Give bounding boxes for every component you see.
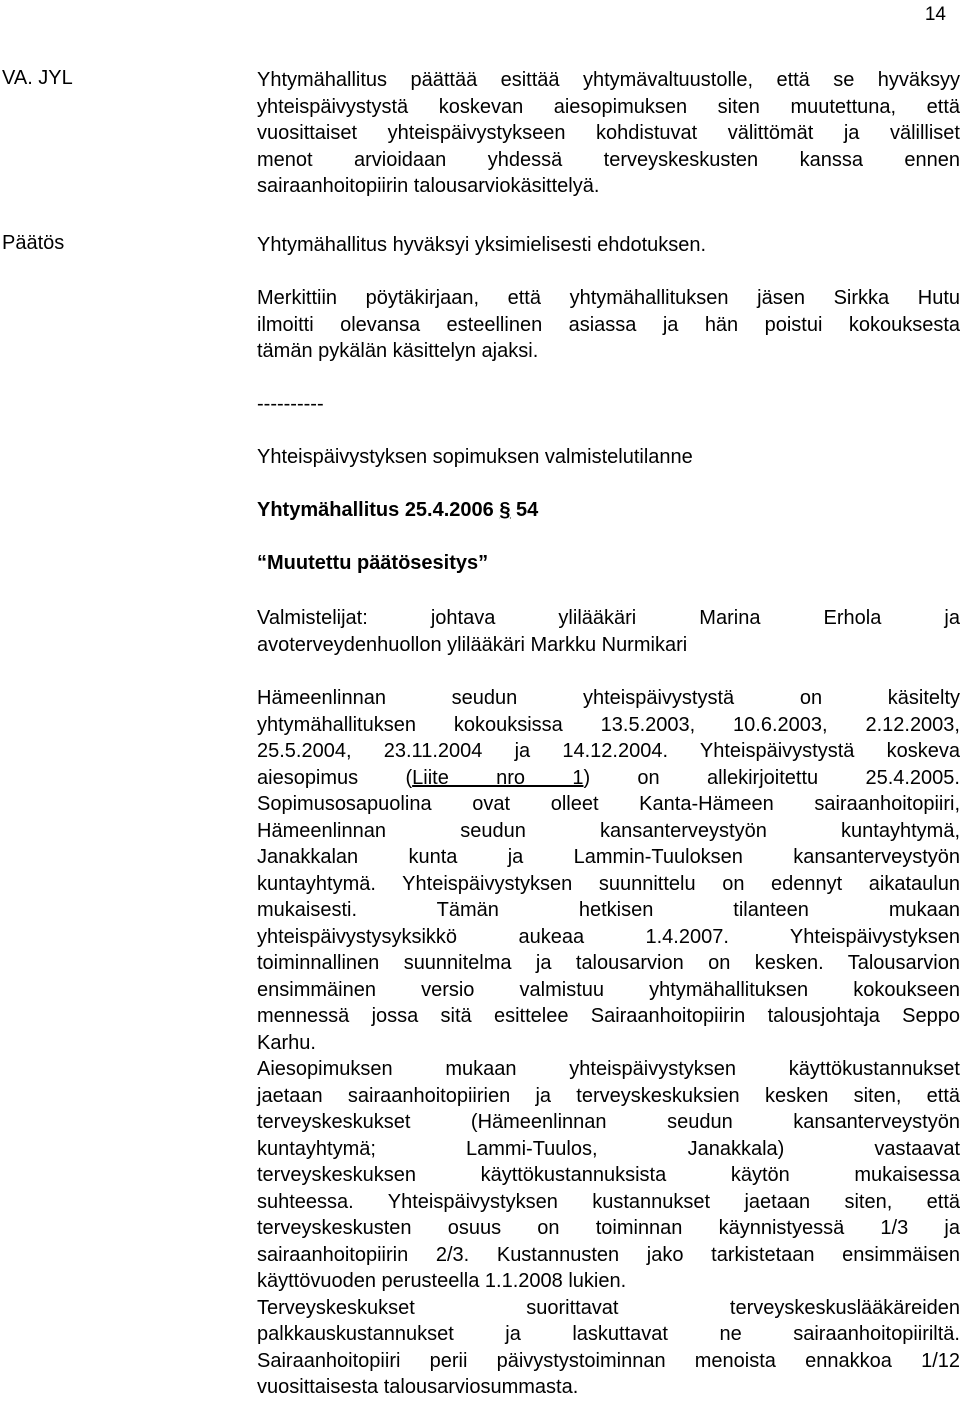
revised-proposal-heading: “Muutettu päätösesitys” <box>257 552 489 574</box>
text-line: tämän pykälän käsittelyn ajaksi. <box>257 340 539 362</box>
text-line: Karhu. <box>257 1031 316 1054</box>
text-line: kuntayhtymä. Yhteispäivystyksen suunnittelu on edennyt aikataulun <box>257 872 960 895</box>
text-line: yhteispäivystystä koskevan aiesopimuksen siten muutettuna, että <box>257 95 960 118</box>
text-line: Valmistelijat: johtava ylilääkäri Marina Erhola ja <box>257 607 960 629</box>
decision-text: Yhtymähallitus hyväksyi yksimielisesti ehdotuksen. <box>257 234 707 256</box>
text-line: yhteispäivystysyksikkö aukeaa 1.4.2007. Yhteispäivystyksen <box>257 925 960 948</box>
text-line: kuntayhtymä; Lammi-Tuulos, Janakkala) vastaavat <box>257 1137 960 1160</box>
text-line: vuosittaiset yhteispäivystykseen kohdistuvat välittömät ja välilliset <box>257 122 960 144</box>
meeting-date: Yhtymähallitus 25.4.2006 <box>257 499 500 521</box>
text-fragment: ) on allekirjoitettu 25.4.2005. <box>583 766 960 789</box>
subject-title: Yhteispäivystyksen sopimuksen valmistelutilanne <box>257 446 693 468</box>
text-line: jaetaan sairaanhoitopiirien ja terveyskeskuksien kesken siten, että <box>257 1084 960 1107</box>
text-line: Hämeenlinnan seudun kansanterveystyön kuntayhtymä, <box>257 819 960 842</box>
attachment-link[interactable]: Liite nro 1 <box>412 766 584 789</box>
label-va-jyl: VA. JYL <box>2 67 73 89</box>
section-sign: § <box>499 499 511 521</box>
text-line: sairaanhoitopiirin 2/3. Kustannusten jako tarkistetaan ensimmäisen <box>257 1243 960 1266</box>
minutes-note-paragraph <box>257 285 960 365</box>
text-line: ensimmäinen versio valmistuu yhtymähallituksen kokoukseen <box>257 978 960 1001</box>
text-line: vuosittaisesta talousarviosummasta. <box>257 1376 579 1398</box>
text-line: palkkauskustannukset ja laskuttavat ne sairaanhoitopiiriltä. <box>257 1323 960 1345</box>
text-line: toiminnallinen suunnitelma ja talousarvion on kesken. Talousarvion <box>257 952 960 974</box>
body-text <box>257 685 960 1401</box>
label-paatos: Päätös <box>2 232 65 254</box>
text-line: mukaisesti. Tämän hetkisen tilanteen mukaan <box>257 899 960 921</box>
text-line: terveyskeskuksen käyttökustannuksista käytön mukaisessa <box>257 1164 960 1186</box>
preparers-paragraph <box>257 605 960 658</box>
text-line: mennessä jossa sitä esittelee Sairaanhoitopiirin talousjohtaja Seppo <box>257 1005 960 1027</box>
text-line: sairaanhoitopiirin talousarviokäsittelyä. <box>257 175 600 197</box>
text-line: avoterveydenhuollon ylilääkäri Markku Nurmikari <box>257 633 688 656</box>
proposal-paragraph <box>257 67 960 200</box>
text-line: 25.5.2004, 23.11.2004 ja 14.12.2004. Yhteispäivystystä koskeva <box>257 740 960 762</box>
text-line: Sopimusosapuolina ovat olleet Kanta-Hämeen sairaanhoitopiiri, <box>257 793 960 815</box>
text-line: yhtymähallituksen kokouksissa 13.5.2003, 10.6.2003, 2.12.2003, <box>257 713 960 736</box>
text-line: Aiesopimuksen mukaan yhteispäivystyksen käyttökustannukset <box>257 1058 960 1080</box>
text-line: menot arvioidaan yhdessä terveyskeskusten kanssa ennen <box>257 148 960 171</box>
meeting-reference <box>257 497 960 524</box>
text-line: Sairaanhoitopiiri perii päivystystoiminnan menoista ennakkoa 1/12 <box>257 1349 960 1372</box>
text-line: Hämeenlinnan seudun yhteispäivystystä on käsitelty <box>257 687 960 709</box>
text-line: suhteessa. Yhteispäivystyksen kustannukset jaetaan siten, että <box>257 1190 960 1213</box>
text-line-attachment <box>257 765 960 792</box>
text-fragment: aiesopimus ( <box>257 766 413 789</box>
page-number: 14 <box>924 4 946 25</box>
text-line: ilmoitti olevansa esteellinen asiassa ja hän poistui kokouksesta <box>257 313 960 336</box>
text-line: terveyskeskusten osuus on toiminnan käynnistyessä 1/3 ja <box>257 1217 960 1239</box>
text-line: terveyskeskukset (Hämeenlinnan seudun kansanterveystyön <box>257 1111 960 1133</box>
text-line: Yhtymähallitus päättää esittää yhtymävaltuustolle, että se hyväksyy <box>257 69 960 91</box>
text-line: Merkittiin pöytäkirjaan, että yhtymähallituksen jäsen Sirkka Hutu <box>257 287 960 309</box>
separator-dashes: ---------- <box>257 393 324 415</box>
text-line: Janakkalan kunta ja Lammin-Tuuloksen kansanterveystyön <box>257 846 960 868</box>
section-number: 54 <box>510 499 539 521</box>
text-line: käyttövuoden perusteella 1.1.2008 lukien. <box>257 1270 627 1292</box>
text-line: Terveyskeskukset suorittavat terveyskeskuslääkäreiden <box>257 1296 960 1319</box>
